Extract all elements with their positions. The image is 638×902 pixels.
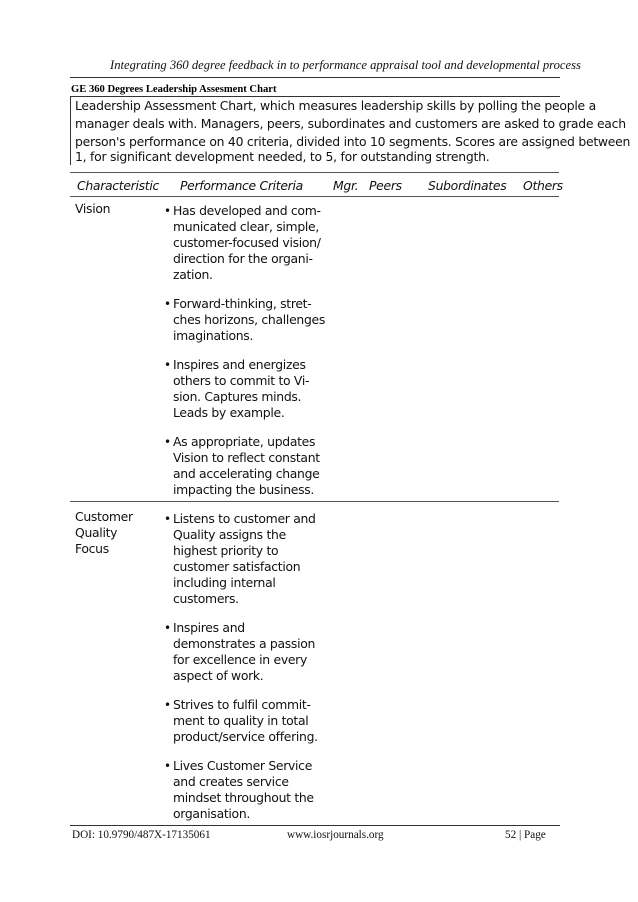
- intro-line: 1, for significant development needed, to 5, for outstanding strength.: [75, 149, 490, 164]
- footer-website: www.iosrjournals.org: [287, 829, 384, 841]
- footer-rule: [70, 825, 560, 826]
- bullet-dot: •: [164, 435, 171, 449]
- criterion-bullet: • Strives to fulfil commit- ment to quality in total product/service offering.: [164, 697, 318, 744]
- bullet-dot: •: [164, 204, 171, 218]
- table-top-rule: [70, 172, 559, 173]
- column-header-criteria: Performance Criteria: [180, 178, 303, 193]
- bullet-dot: •: [164, 621, 171, 635]
- bullet-dot: •: [164, 698, 171, 712]
- bullet-dot: •: [164, 297, 171, 311]
- bullet-dot: •: [164, 512, 171, 526]
- characteristic-vision: [75, 201, 110, 217]
- criterion-bullet: • Forward-thinking, stret- ches horizons, challenges imaginations.: [164, 296, 325, 343]
- bullet-dot: •: [164, 759, 171, 773]
- bullet-dot: •: [164, 358, 171, 372]
- characteristic-label: Vision: [75, 201, 111, 216]
- row-divider: [70, 501, 559, 502]
- intro-line: person's performance on 40 criteria, divided into 10 segments. Scores are assigned between: [75, 134, 631, 149]
- intro-line: manager deals with. Managers, peers, subordinates and customers are asked to grade each: [75, 116, 626, 131]
- criterion-bullet: • Listens to customer and Quality assigns the highest priority to customer satisfaction including internal customers.: [164, 511, 316, 606]
- criterion-bullet: • Inspires and energizes others to commit to Vi- sion. Captures minds. Leads by example.: [164, 357, 310, 420]
- header-rule: [70, 77, 560, 78]
- criterion-bullet: • Has developed and com- municated clear, simple, customer-focused vision/ direction for the organi- zation.: [164, 203, 321, 282]
- characteristic-label: Customer: [75, 509, 133, 524]
- criterion-bullet: • As appropriate, updates Vision to reflect constant and accelerating change impacting the business.: [164, 434, 320, 497]
- running-header: Integrating 360 degree feedback in to performance appraisal tool and developmental process: [110, 58, 581, 72]
- intro-line: Leadership Assessment Chart, which measures leadership skills by polling the people a: [75, 98, 596, 113]
- criterion-bullet: • Inspires and demonstrates a passion for excellence in every aspect of work.: [164, 620, 316, 683]
- characteristic-label: Focus: [75, 541, 109, 556]
- characteristic-customer-quality-focus: [75, 509, 133, 557]
- column-header-others: Others: [523, 178, 563, 193]
- table-header-rule: [70, 196, 559, 197]
- column-header-subordinates: Subordinates: [428, 178, 507, 193]
- section-title: GE 360 Degrees Leadership Assesment Chart: [71, 84, 277, 95]
- characteristic-label: Quality: [75, 525, 118, 540]
- column-header-characteristic: Characteristic: [77, 178, 159, 193]
- criterion-bullet: • Lives Customer Service and creates service mindset throughout the organisation.: [164, 758, 314, 821]
- column-header-peers: Peers: [369, 178, 402, 193]
- footer-doi: DOI: 10.9790/487X-17135061: [72, 829, 211, 841]
- column-header-mgr: Mgr.: [333, 178, 359, 193]
- footer-page-number: 52 | Page: [505, 829, 546, 841]
